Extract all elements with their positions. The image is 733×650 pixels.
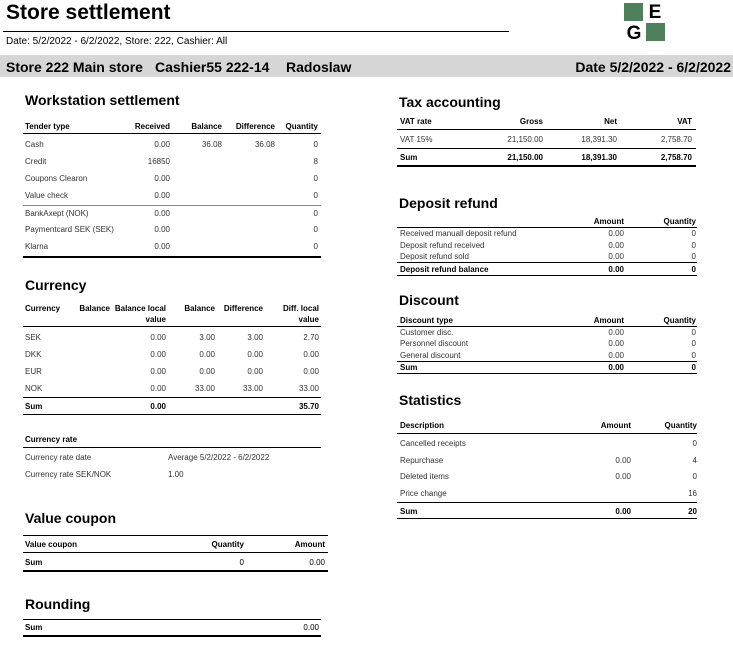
deposit-cell: Deposit refund received bbox=[400, 241, 485, 250]
deposit-bottom-rule bbox=[397, 275, 697, 276]
deposit-header-rule bbox=[397, 227, 697, 228]
discount-cell: Personnel discount bbox=[400, 339, 469, 348]
col-quantity: Quantity bbox=[285, 122, 318, 131]
col-balance-local-2: value bbox=[145, 315, 166, 324]
workstation-cell: Paymentcard SEK (SEK) bbox=[25, 225, 114, 234]
col-received: Received bbox=[134, 122, 170, 131]
currency-cell: 0.00 bbox=[150, 367, 166, 376]
page-title: Store settlement bbox=[6, 1, 171, 24]
value-coupon-bottom-rule bbox=[23, 570, 328, 572]
statistics-heading: Statistics bbox=[399, 392, 462, 408]
currency-bottom-rule bbox=[23, 414, 321, 415]
col-deposit-quantity: Quantity bbox=[663, 217, 696, 226]
tax-bottom-rule bbox=[397, 165, 696, 167]
deposit-cell: 0.00 bbox=[608, 252, 624, 261]
workstation-cell: 0.00 bbox=[154, 225, 170, 234]
col-balance: Balance bbox=[191, 122, 222, 131]
col-vat-rate: VAT rate bbox=[400, 117, 432, 126]
statistics-cell: 16 bbox=[688, 489, 697, 498]
deposit-cell: 0 bbox=[691, 241, 696, 250]
deposit-sum-qty: 0 bbox=[691, 265, 696, 274]
workstation-cell: 16850 bbox=[147, 157, 170, 166]
currency-cell: EUR bbox=[25, 367, 42, 376]
workstation-cell: Value check bbox=[25, 191, 68, 200]
statistics-cell: 4 bbox=[692, 456, 697, 465]
value-coupon-sum-amount: 0.00 bbox=[309, 558, 325, 567]
eg-logo bbox=[624, 3, 666, 41]
col-stat-description: Description bbox=[400, 421, 445, 430]
discount-sum-rule bbox=[397, 361, 697, 362]
workstation-cell: 8 bbox=[313, 157, 318, 166]
discount-cell: Customer disc. bbox=[400, 328, 454, 337]
workstation-cell: 0 bbox=[313, 225, 318, 234]
tax-row-gross: 21,150.00 bbox=[507, 135, 543, 144]
currency-rate-sek-value: 1.00 bbox=[168, 470, 184, 479]
rounding-top-rule bbox=[23, 619, 321, 620]
discount-heading: Discount bbox=[399, 292, 459, 308]
tax-row-net: 18,391.30 bbox=[581, 135, 617, 144]
col-discount-amount: Amount bbox=[593, 316, 624, 325]
currency-cell: SEK bbox=[25, 333, 42, 342]
currency-cell: 0.00 bbox=[150, 350, 166, 359]
tax-sum-net: 18,391.30 bbox=[581, 153, 617, 162]
currency-rate-rule bbox=[23, 447, 321, 448]
col-value-coupon: Value coupon bbox=[25, 540, 78, 549]
discount-sum-label: Sum bbox=[400, 363, 418, 372]
statistics-sum-amount: 0.00 bbox=[615, 507, 631, 516]
workstation-cell: 0.00 bbox=[154, 242, 170, 251]
discount-sum-amount: 0.00 bbox=[608, 363, 624, 372]
statistics-cell: 0.00 bbox=[615, 456, 631, 465]
workstation-bottom-rule bbox=[23, 256, 321, 258]
deposit-cell: Received manuall deposit refund bbox=[400, 229, 517, 238]
deposit-cell: 0.00 bbox=[608, 241, 624, 250]
rounding-sum-amount: 0.00 bbox=[303, 623, 319, 632]
value-coupon-top-rule bbox=[23, 535, 328, 536]
currency-cell: 0.00 bbox=[303, 367, 319, 376]
rounding-bottom-rule bbox=[23, 635, 321, 637]
store-label: Store 222 Main store bbox=[6, 59, 143, 75]
deposit-cell: Deposit refund sold bbox=[400, 252, 469, 261]
statistics-cell: 0.00 bbox=[615, 472, 631, 481]
statistics-cell: Repurchase bbox=[400, 456, 444, 465]
workstation-cell: 0 bbox=[313, 209, 318, 218]
discount-cell: 0 bbox=[691, 339, 696, 348]
currency-header-rule bbox=[23, 326, 321, 327]
workstation-cell: 36.08 bbox=[254, 140, 275, 149]
deposit-sum-amount: 0.00 bbox=[608, 265, 624, 274]
discount-header-rule bbox=[397, 326, 697, 327]
workstation-cell: 0.00 bbox=[154, 174, 170, 183]
value-coupon-header-rule bbox=[23, 552, 328, 553]
col-deposit-amount: Amount bbox=[593, 217, 624, 226]
currency-cell: 0.00 bbox=[199, 350, 215, 359]
currency-sum-label: Sum bbox=[25, 402, 43, 411]
statistics-sum-qty: 20 bbox=[688, 507, 697, 516]
statistics-sum-rule bbox=[397, 502, 697, 503]
value-coupon-sum-label: Sum bbox=[25, 558, 43, 567]
logo-letter-e: E bbox=[648, 3, 662, 23]
discount-bottom-rule bbox=[397, 373, 697, 374]
statistics-cell: Price change bbox=[400, 489, 447, 498]
currency-cell: 33.00 bbox=[242, 384, 263, 393]
workstation-separator bbox=[23, 205, 321, 206]
statistics-bottom-rule bbox=[397, 518, 697, 519]
currency-cell: 0.00 bbox=[303, 350, 319, 359]
workstation-cell: 0.00 bbox=[154, 209, 170, 218]
col-stat-quantity: Quantity bbox=[664, 421, 697, 430]
currency-rate-heading: Currency rate bbox=[25, 435, 78, 444]
logo-letter-g: G bbox=[626, 23, 642, 41]
currency-sum-rule bbox=[23, 397, 321, 398]
currency-cell: 2.70 bbox=[303, 333, 319, 342]
deposit-sum-rule bbox=[397, 262, 697, 263]
currency-cell: 0.00 bbox=[150, 384, 166, 393]
tax-row-vat: 2,758.70 bbox=[660, 135, 692, 144]
workstation-cell: BankAxept (NOK) bbox=[25, 209, 89, 218]
currency-cell: NOK bbox=[25, 384, 43, 393]
rounding-sum-label: Sum bbox=[25, 623, 43, 632]
currency-rate-date-label: Currency rate date bbox=[25, 453, 92, 462]
workstation-header-rule bbox=[23, 133, 321, 134]
currency-cell: 33.00 bbox=[298, 384, 319, 393]
currency-cell: 0.00 bbox=[199, 367, 215, 376]
col-net: Net bbox=[604, 117, 617, 126]
discount-cell: 0.00 bbox=[608, 339, 624, 348]
discount-cell: 0 bbox=[691, 328, 696, 337]
currency-rate-sek-label: Currency rate SEK/NOK bbox=[25, 470, 112, 479]
col-tender-type: Tender type bbox=[25, 122, 70, 131]
col-diff-local: Diff. local bbox=[282, 304, 319, 313]
col-vc-quantity: Quantity bbox=[211, 540, 244, 549]
deposit-cell: 0 bbox=[691, 252, 696, 261]
value-coupon-sum-qty: 0 bbox=[239, 558, 244, 567]
discount-cell: 0.00 bbox=[608, 328, 624, 337]
discount-sum-qty: 0 bbox=[691, 363, 696, 372]
deposit-cell: 0.00 bbox=[608, 229, 624, 238]
col-gross: Gross bbox=[519, 117, 543, 126]
currency-cell: 3.00 bbox=[199, 333, 215, 342]
currency-heading: Currency bbox=[25, 277, 87, 293]
tax-sum-rule bbox=[397, 148, 696, 149]
workstation-cell: Coupons Clearon bbox=[25, 174, 88, 183]
statistics-cell: 0 bbox=[692, 472, 697, 481]
tax-heading: Tax accounting bbox=[399, 94, 501, 110]
statistics-sum-label: Sum bbox=[400, 507, 418, 516]
workstation-cell: Klarna bbox=[25, 242, 49, 251]
currency-cell: 0.00 bbox=[247, 367, 263, 376]
statistics-cell: Cancelled receipts bbox=[400, 439, 466, 448]
workstation-cell: 0.00 bbox=[154, 140, 170, 149]
rounding-heading: Rounding bbox=[25, 596, 91, 612]
deposit-sum-label: Deposit refund balance bbox=[400, 265, 489, 274]
currency-cell: DKK bbox=[25, 350, 42, 359]
col-vc-amount: Amount bbox=[294, 540, 325, 549]
workstation-cell: 0 bbox=[313, 140, 318, 149]
currency-cell: 33.00 bbox=[194, 384, 215, 393]
statistics-cell: 0 bbox=[692, 439, 697, 448]
currency-cell: 3.00 bbox=[247, 333, 263, 342]
statistics-cell: Deleted items bbox=[400, 472, 449, 481]
cashier-name: Radoslaw bbox=[286, 59, 352, 75]
col-vat: VAT bbox=[677, 117, 692, 126]
value-coupon-heading: Value coupon bbox=[25, 510, 117, 526]
col-currency: Currency bbox=[25, 304, 61, 313]
workstation-cell: 0 bbox=[313, 242, 318, 251]
workstation-heading: Workstation settlement bbox=[25, 92, 180, 108]
statistics-header-rule bbox=[397, 433, 697, 434]
col-cur-balance-2: Balance bbox=[184, 304, 215, 313]
col-balance-local: Balance local bbox=[114, 304, 166, 313]
tax-header-rule bbox=[397, 129, 696, 130]
tax-sum-label: Sum bbox=[400, 153, 418, 162]
deposit-heading: Deposit refund bbox=[399, 195, 498, 211]
deposit-cell: 0 bbox=[691, 229, 696, 238]
tax-sum-vat: 2,758.70 bbox=[660, 153, 692, 162]
currency-sum-diff: 35.70 bbox=[298, 402, 319, 411]
info-band bbox=[0, 55, 733, 77]
col-stat-amount: Amount bbox=[600, 421, 631, 430]
cashier-label: Cashier55 222-14 bbox=[155, 59, 270, 75]
currency-rate-date-value: Average 5/2/2022 - 6/2/2022 bbox=[168, 453, 270, 462]
col-discount-type: Discount type bbox=[400, 316, 453, 325]
workstation-cell: Cash bbox=[25, 140, 44, 149]
workstation-cell: 0 bbox=[313, 191, 318, 200]
currency-cell: 0.00 bbox=[150, 333, 166, 342]
col-cur-difference: Difference bbox=[223, 304, 263, 313]
workstation-cell: 36.08 bbox=[201, 140, 222, 149]
title-divider bbox=[3, 31, 509, 32]
col-difference: Difference bbox=[235, 122, 275, 131]
col-discount-quantity: Quantity bbox=[663, 316, 696, 325]
discount-cell: 0 bbox=[691, 351, 696, 360]
discount-cell: 0.00 bbox=[608, 351, 624, 360]
col-cur-balance: Balance bbox=[79, 304, 110, 313]
report-filter-line: Date: 5/2/2022 - 6/2/2022, Store: 222, Cashier: All bbox=[6, 36, 228, 47]
workstation-cell: 0 bbox=[313, 174, 318, 183]
discount-cell: General discount bbox=[400, 351, 461, 360]
col-diff-local-2: value bbox=[298, 315, 319, 324]
tax-row-rate: VAT 15% bbox=[400, 135, 433, 144]
currency-cell: 0.00 bbox=[247, 350, 263, 359]
tax-sum-gross: 21,150.00 bbox=[507, 153, 543, 162]
workstation-cell: 0.00 bbox=[154, 191, 170, 200]
date-range: Date 5/2/2022 - 6/2/2022 bbox=[575, 59, 731, 75]
workstation-cell: Credit bbox=[25, 157, 47, 166]
currency-sum-balance: 0.00 bbox=[150, 402, 166, 411]
